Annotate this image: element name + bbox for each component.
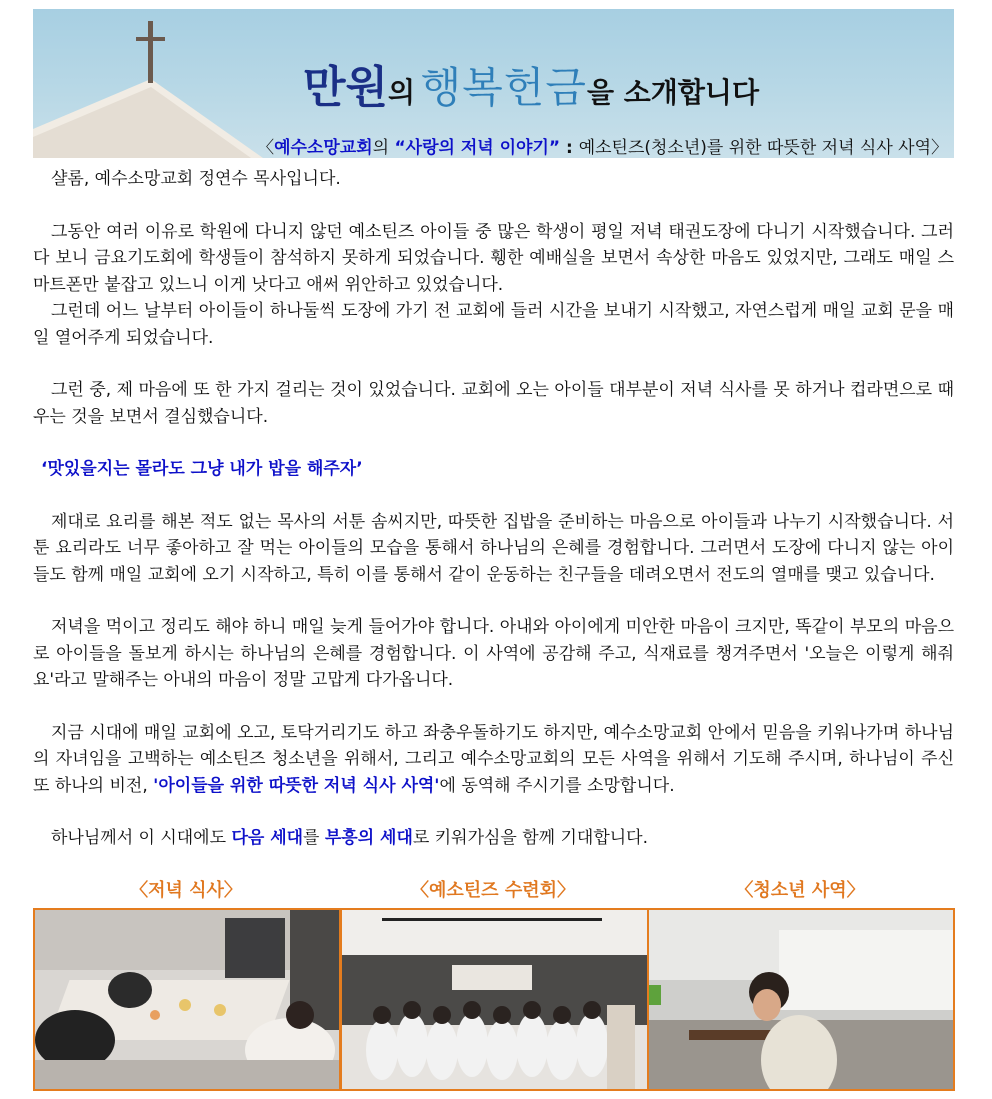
p7-text-2: 를 <box>303 828 325 848</box>
sub-bracket: 〈 <box>257 138 275 158</box>
paragraph-6 <box>33 720 954 800</box>
dinner-photo-image <box>35 910 339 1089</box>
paragraph-7 <box>33 825 954 852</box>
youth-ministry-photo-image <box>649 910 953 1089</box>
quote: ‘맛있을지는 몰라도 그냥 내가 밥을 해주자’ <box>41 459 363 479</box>
greeting: 샬롬, 예수소망교회 정연수 목사입니다. <box>51 169 341 189</box>
photo-youth-ministry <box>647 908 955 1091</box>
title-particle: 의 <box>388 76 416 109</box>
paragraph-1: 그동안 여러 이유로 학원에 다니지 않던 예소틴즈 아이들 중 많은 학생이 평일 저녁 태권도장에 다니기 시작했습니다. 그러다 보니 금요기도회에 학생들이 참석하지 못하게 되었습니다. 휑한 예배실을 보면서 속상한 마음도 있었지만, 그래도 매일 스마트폰만 붙잡고 있느니 이게 낫다고 애써 위안하고 있었습니다. <box>33 221 954 295</box>
banner-title <box>303 51 759 115</box>
p6-text: 지금 시대에 매일 교회에 오고, 토닥거리기도 하고 좌충우돌하기도 하지만, 예수소망교회 안에서 믿음을 키워나가며 하나님의 자녀임을 고백하는 예소틴즈 청소년을 위해서, 그리고 예수소망교회의 모든 사역을 위해서 기도해 주시며, 하나님이 주신 또 하나의 비전, <box>33 722 954 796</box>
p7-revival-generation: 부흥의 세대 <box>324 828 413 848</box>
banner-subtitle <box>257 133 948 158</box>
title-manwon: 만원 <box>303 62 389 113</box>
retreat-photo-image <box>342 910 647 1089</box>
paragraph-3: 그런 중, 제 마음에 또 한 가지 걸리는 것이 있었습니다. 교회에 오는 아이들 대부분이 저녁 식사를 못 하거나 컵라면으로 때우는 것을 보면서 결심했습니다. <box>33 380 954 427</box>
photo-retreat <box>340 908 649 1091</box>
photo-caption-youth: 〈청소년 사역〉 <box>735 880 865 901</box>
p7-text: 하나님께서 이 시대에도 <box>51 828 232 848</box>
paragraph-2: 그런데 어느 날부터 아이들이 하나둘씩 도장에 가기 전 교회에 들러 시간을 보내기 시작했고, 자연스럽게 매일 교회 문을 매일 열어주게 되었습니다. <box>33 301 954 348</box>
sub-quote: “사랑의 저녁 이야기” <box>394 138 561 158</box>
sub-rest: 예소틴즈(청소년)를 위한 따뜻한 저녁 식사 사역〉 <box>578 138 948 158</box>
title-happiness-offering: 행복헌금 <box>420 63 587 112</box>
sub-church-name: 예수소망교회 <box>274 138 373 158</box>
photo-caption-retreat: 〈예소틴즈 수련회〉 <box>411 880 575 901</box>
paragraph-5: 저녁을 먹이고 정리도 해야 하니 매일 늦게 들어가야 합니다. 아내와 아이에게 미안한 마음이 크지만, 똑같이 부모의 마음으로 아이들을 돌보게 하시는 하나님의 은혜를 경험합니다. 이 사역에 공감해 주고, 식재료를 챙겨주면서 '오늘은 이렇게 해줘요'라고 말해주는 아내의 마음이 정말 고맙게 다가옵니다. <box>33 617 954 690</box>
photo-caption-dinner: 〈저녁 식사〉 <box>130 880 242 901</box>
header-banner <box>33 9 954 158</box>
sub-colon: : <box>560 138 579 158</box>
p6-highlight: '아이들을 위한 따뜻한 저녁 식사 사역' <box>153 775 440 796</box>
p7-text-end: 로 키워가심을 함께 기대합니다. <box>412 828 649 848</box>
p6-text-end: 에 동역해 주시기를 소망합니다. <box>439 775 675 796</box>
photo-dinner <box>33 908 341 1091</box>
p7-next-generation: 다음 세대 <box>231 828 304 848</box>
sub-particle: 의 <box>372 138 390 158</box>
article-body <box>33 166 954 852</box>
title-rest: 을 소개합니다 <box>586 76 759 109</box>
paragraph-4: 제대로 요리를 해본 적도 없는 목사의 서툰 솜씨지만, 따뜻한 집밥을 준비하는 마음으로 아이들과 나누기 시작했습니다. 서툰 요리라도 너무 좋아하고 잘 먹는 아이들의 모습을 통해서 하나님의 은혜를 경험합니다. 그러면서 도장에 다니지 않는 아이들도 함께 매일 교회에 오기 시작하고, 특히 이를 통해서 같이 운동하는 친구들을 데려오면서 전도의 열매를 맺고 있습니다. <box>33 511 954 585</box>
